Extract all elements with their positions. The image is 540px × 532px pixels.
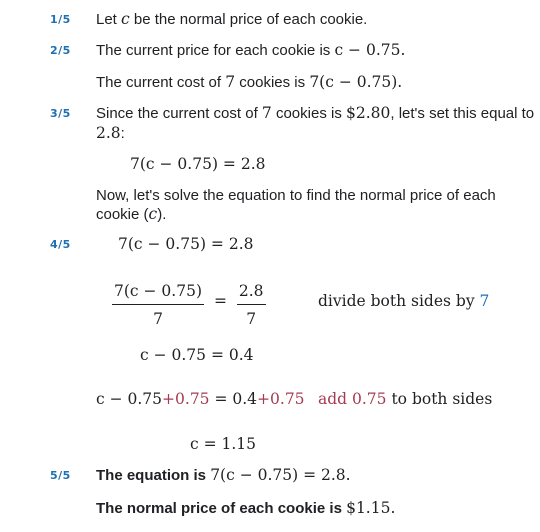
- fraction-right-numerator: 2.8: [237, 282, 266, 305]
- step-counter-2: 2/5: [50, 44, 71, 57]
- step4-note-add: [318, 390, 492, 408]
- step-counter-1: 1/5: [50, 13, 71, 26]
- note-add-num: 0.75: [352, 390, 387, 408]
- fraction-left-denominator: 7: [153, 310, 163, 328]
- note-add-text-b: to both sides: [386, 390, 493, 408]
- fraction-equals: =: [213, 292, 227, 310]
- eq4-right: = 0.4: [209, 390, 258, 408]
- step5-line1: [96, 466, 351, 485]
- step2-line2-num: 7: [225, 73, 236, 91]
- step1-text-a: Let: [96, 11, 122, 28]
- eq4-add-left: +0.75: [162, 390, 210, 408]
- step4-eq5: c = 1.15: [190, 435, 257, 453]
- eq4-add-right: +0.75: [257, 390, 305, 408]
- step3-equation: 7(c − 0.75) = 2.8: [130, 155, 266, 173]
- step-counter-5: 5/5: [50, 469, 71, 482]
- step2-line2-math: 7(c − 0.75).: [309, 73, 403, 91]
- step-counter-4: 4/5: [50, 238, 71, 251]
- step3-solve-var: c: [148, 205, 158, 223]
- fraction-right-denominator: 7: [246, 310, 257, 328]
- step-counter-3: 3/5: [50, 107, 71, 120]
- fraction-left-numerator: 7(c − 0.75): [112, 282, 204, 305]
- step3-line2-colon: :: [120, 125, 125, 142]
- eq4-left: c − 0.75: [96, 390, 163, 408]
- var-c: c: [121, 10, 130, 28]
- step3-line1-num: 7: [261, 104, 272, 122]
- note-add-text-a: add: [318, 390, 353, 408]
- step4-eq4: [96, 390, 305, 408]
- step3-solve-line2-a: cookie (: [96, 206, 149, 223]
- step4-eq1: 7(c − 0.75) = 2.8: [118, 235, 254, 253]
- step5-line2-text: The normal price of each cookie is: [96, 500, 347, 517]
- step2-line1-math: c − 0.75.: [334, 41, 406, 59]
- note-divide-num: 7: [479, 292, 490, 310]
- step3-line2-num: 2.8: [96, 124, 121, 142]
- step2-line2-text: The current cost of: [96, 74, 226, 91]
- step5-line1-text: The equation is: [96, 467, 211, 484]
- step2-line1-text: The current price for each cookie is: [96, 42, 335, 59]
- note-divide-text: divide both sides by: [318, 292, 480, 310]
- step2-line1: [96, 41, 405, 60]
- step1-text-b: be the normal price of each cookie.: [129, 11, 368, 28]
- step2-line2: [96, 73, 402, 92]
- step3-line1-c: , let's set this equal to: [390, 105, 535, 122]
- step4-fraction-equation: [112, 282, 266, 328]
- step3-line1-a: Since the current cost of: [96, 105, 262, 122]
- step1-text: [96, 10, 367, 29]
- step4-note-divide: [318, 292, 489, 310]
- step3-line1-price: $2.80: [346, 104, 391, 122]
- step5-line1-math: 7(c − 0.75) = 2.8.: [210, 466, 351, 484]
- step5-line2: [96, 499, 395, 518]
- step3-line1: [96, 104, 534, 123]
- step3-line1-b: cookies is: [271, 105, 346, 122]
- fraction-right: [237, 282, 266, 328]
- step5-line2-math: $1.15.: [346, 499, 396, 517]
- step2-line2-mid: cookies is: [235, 74, 310, 91]
- step3-line2: [96, 124, 125, 143]
- step3-solve-line2-b: ).: [157, 206, 167, 223]
- step3-solve-line1: Now, let's solve the equation to find the normal price of each: [96, 187, 496, 204]
- step4-eq3: c − 0.75 = 0.4: [140, 346, 254, 364]
- fraction-left: [112, 282, 204, 328]
- step3-solve-line2: [96, 205, 166, 224]
